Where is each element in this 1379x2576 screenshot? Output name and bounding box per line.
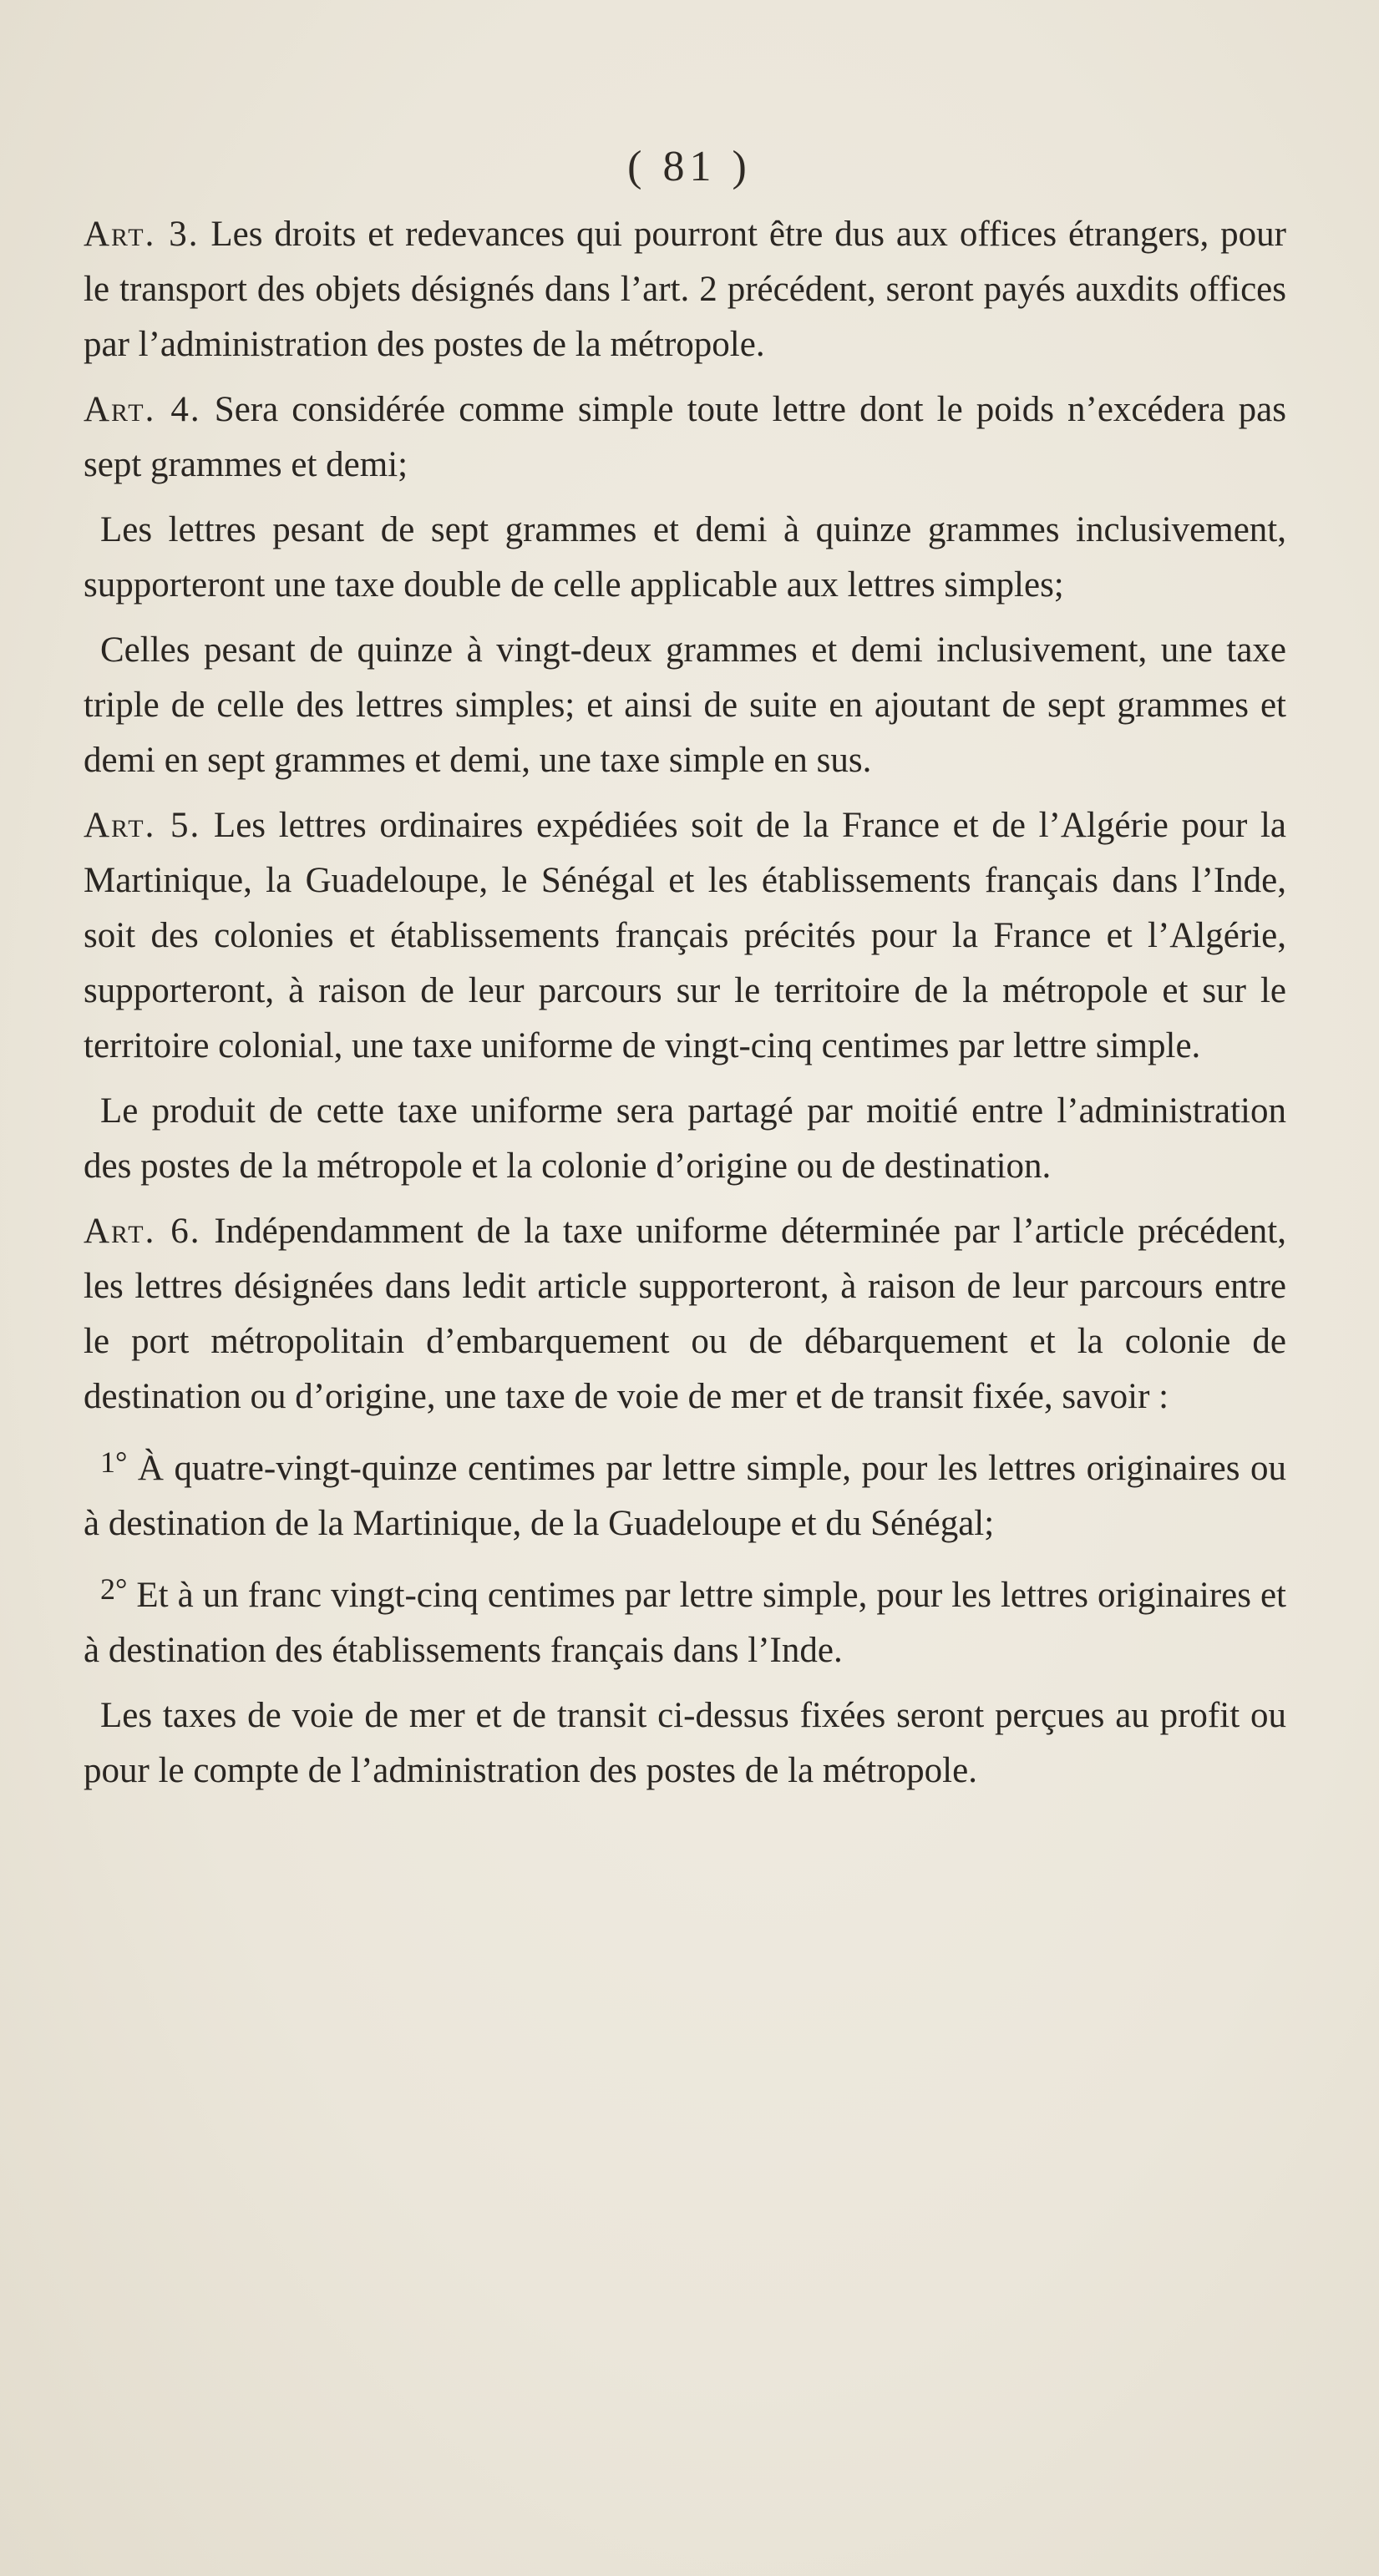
paragraph-art-6	[84, 1204, 1286, 1425]
paragraph-transit-fees	[84, 1688, 1286, 1799]
paragraph-text: Les taxes de voie de mer et de transit ci-dessus fixées seront perçues au profit ou pour le compte de l’administration des postes de la métropole.	[84, 1696, 1286, 1790]
article-label: Art. 6.	[84, 1212, 201, 1251]
page-number: ( 81 )	[627, 143, 752, 190]
paragraph-art-4	[84, 382, 1286, 493]
paragraph-revenue-split	[84, 1084, 1286, 1194]
article-label: Art. 3.	[84, 215, 200, 254]
paragraph-text: Celles pesant de quinze à vingt-deux grammes et demi inclusivement, une taxe triple de celle des lettres simples; et ainsi de suite en ajoutant de sept grammes et demi en sept grammes et demi, une taxe simple en sus.	[84, 630, 1286, 780]
paragraph-text: Et à un franc vingt-cinq centimes par lettre simple, pour les lettres originaires et à destination des établissements français dans l’Inde.	[84, 1576, 1286, 1670]
paragraph-text: Les droits et redevances qui pourront être dus aux offices étrangers, pour le transport des objets désignés dans l’art. 2 précédent, seront payés auxdits offices par l’administration des postes de la métropole.	[84, 215, 1286, 364]
item-number: 1°	[100, 1445, 128, 1479]
paragraph-item-1	[84, 1435, 1286, 1551]
item-number: 2°	[100, 1572, 128, 1606]
article-label: Art. 4.	[84, 390, 201, 429]
paragraph-art-3	[84, 207, 1286, 372]
paragraph-item-2	[84, 1561, 1286, 1678]
body-text	[84, 207, 1286, 1809]
paragraph-text: Indépendamment de la taxe uniforme déterminée par l’article précédent, les lettres désignées dans ledit article supporteront, à raison de leur parcours entre le port métropolitain d’embarquement ou de débarquement et la colonie de destination ou d’origine, une taxe de voie de mer et de transit fixée, savoir :	[84, 1212, 1286, 1416]
paragraph-text: Les lettres pesant de sept grammes et demi à quinze grammes inclusivement, supporteront une taxe double de celle applicable aux lettres simples;	[84, 510, 1286, 605]
article-label: Art. 5.	[84, 806, 201, 845]
paragraph-text: Sera considérée comme simple toute lettre dont le poids n’excédera pas sept grammes et demi;	[84, 390, 1287, 484]
paragraph-double-rate	[84, 503, 1286, 613]
paragraph-text: Les lettres ordinaires expédiées soit de la France et de l’Algérie pour la Martinique, la Guadeloupe, le Sénégal et les établissements français dans l’Inde, soit des colonies et établissements français précités pour la France et l’Algérie, supporteront, à raison de leur parcours sur le territoire de la métropole et sur le territoire colonial, une taxe uniforme de vingt-cinq centimes par lettre simple.	[84, 806, 1286, 1065]
paragraph-triple-rate	[84, 623, 1286, 788]
paragraph-text: Le produit de cette taxe uniforme sera partagé par moitié entre l’administration des postes de la métropole et la colonie d’origine ou de destination.	[84, 1091, 1286, 1186]
paragraph-text: À quatre-vingt-quinze centimes par lettre simple, pour les lettres originaires ou à destination de la Martinique, de la Guadeloupe et du Sénégal;	[84, 1449, 1286, 1543]
paragraph-art-5	[84, 798, 1286, 1074]
